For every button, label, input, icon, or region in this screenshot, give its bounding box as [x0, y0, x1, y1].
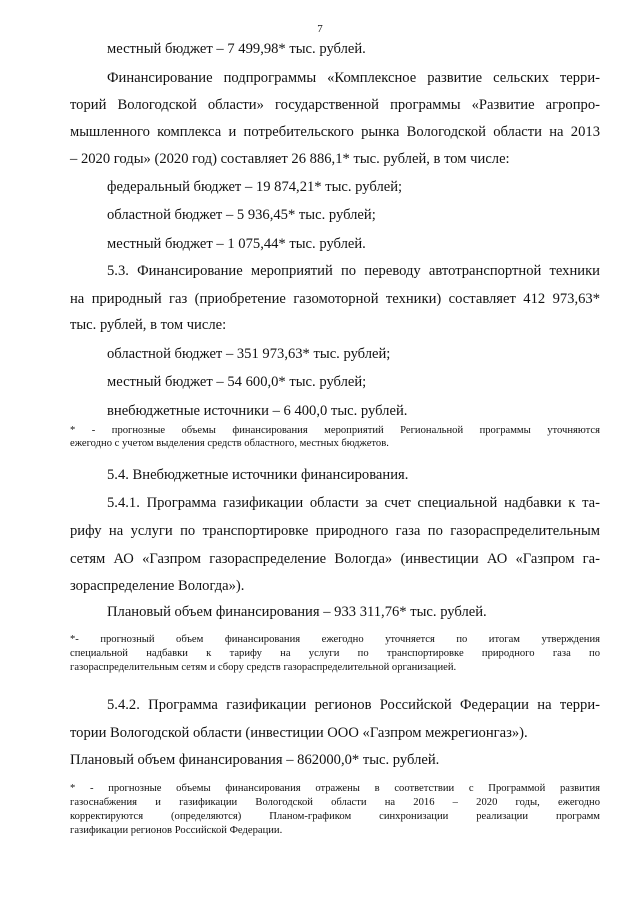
text-line: – 2020 годы» (2020 год) составляет 26 886,1* тыс. рублей, в том числе: — [70, 151, 510, 167]
text-line: местный бюджет – 1 075,44* тыс. рублей. — [107, 236, 366, 252]
text-line: Плановый объем финансирования – 933 311,76* тыс. рублей. — [107, 604, 487, 620]
text-line: мышленного комплекса и потребительского рынка Вологодской области на 2013 — [70, 124, 600, 140]
text-line: 5.4.1. Программа газификации области за счет специальной надбавки к та- — [107, 495, 600, 511]
text-line: областной бюджет – 5 936,45* тыс. рублей; — [107, 207, 376, 223]
footnote-line: *- прогнозный объем финансирования ежегодно уточняется по итогам утверждения — [70, 634, 600, 645]
footnote-line: * - прогнозные объемы финансирования отражены в соответствии с Программой развития — [70, 783, 600, 794]
page-number: 7 — [317, 23, 323, 35]
footnote-line: газораспределительным сетям и сбору средств газораспределительной организацией. — [70, 662, 457, 673]
text-line: 5.4.2. Программа газификации регионов Российской Федерации на терри- — [107, 697, 600, 713]
text-line: 5.3. Финансирование мероприятий по переводу автотранспортной техники — [107, 263, 600, 279]
footnote-line: * - прогнозные объемы финансирования мероприятий Региональной программы уточняются — [70, 425, 600, 436]
text-line: тории Вологодской области (инвестиции ООО «Газпром межрегионгаз»). — [70, 725, 528, 741]
text-line: Финансирование подпрограммы «Комплексное развитие сельских терри- — [107, 70, 600, 86]
footnote-line: специальной надбавки к тарифу на услуги по транспортировке природного газа по — [70, 648, 600, 659]
footnote-line: ежегодно с учетом выделения средств областного, местных бюджетов. — [70, 438, 389, 449]
text-line: федеральный бюджет – 19 874,21* тыс. рублей; — [107, 179, 403, 195]
text-line: местный бюджет – 54 600,0* тыс. рублей; — [107, 374, 367, 390]
text-line: рифу на услуги по транспортировке природного газа по газораспределительным — [70, 523, 600, 539]
text-line: 5.4. Внебюджетные источники финансирования. — [107, 467, 409, 483]
text-line: областной бюджет – 351 973,63* тыс. рублей; — [107, 346, 391, 362]
text-line: на природный газ (приобретение газомоторной техники) составляет 412 973,63* — [70, 291, 600, 307]
text-line: сетям АО «Газпром газораспределение Вологда» (инвестиции АО «Газпром га- — [70, 551, 600, 567]
text-line: зораспределение Вологда»). — [70, 578, 245, 594]
footnote-line: газификации регионов Российской Федерации. — [70, 825, 283, 836]
text-line: местный бюджет – 7 499,98* тыс. рублей. — [107, 41, 366, 57]
text-line: Плановый объем финансирования – 862000,0* тыс. рублей. — [70, 752, 440, 768]
text-line: тыс. рублей, в том числе: — [70, 317, 227, 333]
footnote-line: газоснабжения и газификации Вологодской области на 2016 – 2020 годы, ежегодно — [70, 797, 600, 808]
footnote-line: корректируются (определяются) Планом-графиком синхронизации реализации программ — [70, 811, 600, 822]
text-line: торий Вологодской области» государственной программы «Развитие агропро- — [70, 97, 600, 113]
text-line: внебюджетные источники – 6 400,0 тыс. рублей. — [107, 403, 408, 419]
